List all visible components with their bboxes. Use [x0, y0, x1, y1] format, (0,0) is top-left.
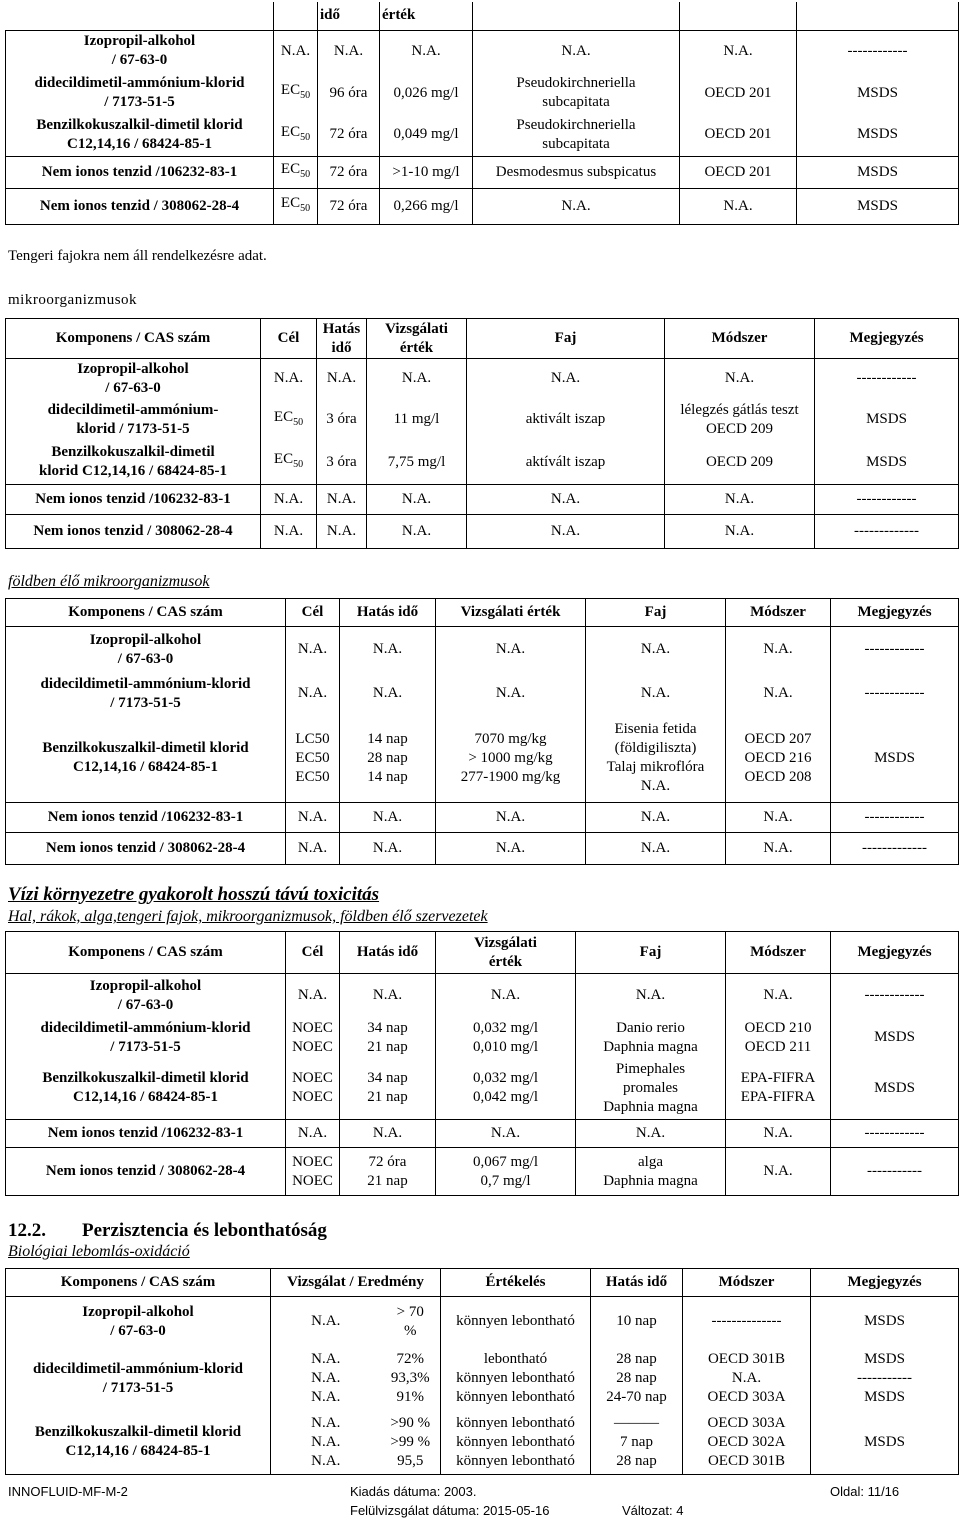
section-number: 12.2.: [8, 1220, 46, 1241]
table-row: Izopropil-alkohol / 67-63-0 N.A. N.A. N.A. N.A. N.A. ------------: [6, 30, 959, 72]
header-ido: idő: [318, 2, 380, 30]
table-row: Benzilkokuszalkil-dimetil klorid C12,14,16 / 68424-85-1 NOEC NOEC 34 nap 21 nap 0,032 mg/l 0,042 mg/l Pimephales promales Daphnia magna EPA-FIFRA EPA-FIFRA MSDS: [6, 1058, 959, 1120]
table-row: Nem ionos tenzid /106232-83-1 N.A. N.A. N.A. N.A. N.A. ------------: [6, 803, 959, 833]
section-subtitle-chronic: Hal, rákok, alga,tengeri fajok, mikroorganizmusok, földben élő szervezetek: [8, 908, 488, 925]
footer-doc-id: INNOFLUID-MF-M-2: [8, 1484, 128, 1499]
table-row: Nem ionos tenzid /106232-83-1 N.A. N.A. N.A. N.A. N.A. ------------: [6, 485, 959, 515]
col-target: Cél: [261, 319, 317, 359]
section-title-micro: mikroorganizmusok: [8, 292, 138, 308]
ec50-label: $EC_{50}$: [280, 195, 311, 214]
table-row: Benzilkokuszalkil-dimetil klorid C12,14,16 / 68424-85-1 N.A. N.A. N.A. >90 % >99 % 95,5 könnyen lebontható könnyen lebontható könnyen lebontható ——— 7 nap 28 nap OECD 303A OECD 302A OECD 301B MSDS: [6, 1411, 959, 1475]
table-row: Nem ionos tenzid /106232-83-1 N.A. N.A. N.A. N.A. N.A. ------------: [6, 1120, 959, 1148]
ec50-label: $EC_{50}$: [280, 82, 311, 101]
section-title-soil: földben élő mikroorganizmusok: [8, 573, 210, 590]
table-row: didecildimetil-ammónium- klorid / 7173-51-5 $EC_{50}$ 3 óra 11 mg/l aktivált iszap lélegzés gátlás teszt OECD 209 MSDS: [6, 399, 959, 441]
chronic-toxicity-table: Komponens / CAS szám Cél Hatás idő Vizsgálati érték Faj Módszer Megjegyzés Izopropil-alkohol / 67-63-0 N.A. N.A. N.A. N.A. N.A. ------------ didecildimetil-ammónium-klorid / 7173-51-5 NOEC NOEC 34 nap 21 nap 0,032 mg/l 0,010 mg/l Danio rerio Daphnia magna OECD 210 OECD 211 MSDS Benzilkokuszalkil-dimetil klorid C12,14,16 / 68424-85-1 NOEC NOEC 34 nap 21 nap 0,032 mg/l 0,042 mg/l Pimephales promales Daphnia magna EPA-FIFRA EPA-FIFRA MSDS Nem ionos tenzid /106232-83-1 N.A. N.A. N.A. N.A. N.A. ------------ Nem ionos tenzid / 308062-28-4 NOEC NOEC 72 óra 21 nap 0,067 mg/l 0,7 mg/l alga Daphnia magna N.A. -----------: [5, 931, 959, 1196]
ec50-label: $EC_{50}$: [273, 408, 304, 428]
col-test-value: Vizsgálati érték: [367, 319, 467, 359]
table-row: Izopropil-alkohol / 67-63-0 N.A. N.A. N.A. N.A. N.A. ------------: [6, 627, 959, 673]
footer-page-number: Oldal: 11/16: [830, 1484, 900, 1499]
ec50-label: $EC_{50}$: [280, 123, 311, 143]
table-row: Nem ionos tenzid / 308062-28-4 N.A. N.A. N.A. N.A. N.A. -------------: [6, 515, 959, 549]
header-ertek: érték: [380, 2, 473, 30]
component-cell: Izopropil-alkohol / 67-63-0: [6, 30, 274, 72]
ec50-label: $EC_{50}$: [273, 451, 304, 471]
table-row: didecildimetil-ammónium-klorid / 7173-51-5 N.A. N.A. N.A. N.A. N.A. ------------: [6, 673, 959, 715]
soil-organisms-table: Komponens / CAS szám Cél Hatás idő Vizsgálati érték Faj Módszer Megjegyzés Izopropil-alkohol / 67-63-0 N.A. N.A. N.A. N.A. N.A. ------------ didecildimetil-ammónium-klorid / 7173-51-5 N.A. N.A. N.A. N.A. N.A. ------------ Benzilkokuszalkil-dimetil klorid C12,14,16 / 68424-85-1 LC50 EC50 EC50 14 nap 28 nap 14 nap 7070 mg/kg > 1000 mg/kg 277-1900 mg/kg Eisenia fetida (földigiliszta) Talaj mikroflóra N.A. OECD 207 OECD 216 OECD 208 MSDS Nem ionos tenzid /106232-83-1 N.A. N.A. N.A. N.A. N.A. ------------ Nem ionos tenzid / 308062-28-4 N.A. N.A. N.A. N.A. N.A. -------------: [5, 598, 959, 865]
table-row: Izopropil-alkohol / 67-63-0 N.A. N.A. N.A. N.A. N.A. ------------: [6, 974, 959, 1018]
acute-toxicity-table: [5, 2, 959, 225]
footer-issue-date: Kiadás dátuma: 2003.: [350, 1484, 477, 1499]
table-row: Nem ionos tenzid /106232-83-1 $EC_{50}$ 72 óra >1-10 mg/l Desmodesmus subspicatus OECD 201 MSDS: [6, 156, 959, 188]
microorganisms-table: [5, 318, 959, 549]
col-effect-time: Hatás idő: [317, 319, 367, 359]
persistence-table: Komponens / CAS szám Vizsgálat / Eredmény Értékelés Hatás idő Módszer Megjegyzés Izopropil-alkohol / 67-63-0 N.A. > 70 % könnyen lebontható 10 nap -------------- MSDS didecildimetil-ammónium-klorid / 7173-51-5 N.A. N.A. N.A. 72% 93,3% 91% lebontható könnyen lebontható könnyen lebontható 28 nap 28 nap 24-70 nap OECD 301B N.A. OECD 303A MSDS ----------- MSDS Benzilkokuszalkil-dimetil klorid C12,14,16 / 68424-85-1 N.A. N.A. N.A. >90 % >99 % 95,5 könnyen lebontható könnyen lebontható könnyen lebontható ——— 7 nap 28 nap OECD 303A OECD 302A OECD 301B MSDS: [5, 1268, 959, 1475]
marine-note: Tengeri fajokra nem áll rendelkezésre adat.: [8, 248, 267, 264]
table-row: didecildimetil-ammónium-klorid / 7173-51-5 NOEC NOEC 34 nap 21 nap 0,032 mg/l 0,010 mg/l Danio rerio Daphnia magna OECD 210 OECD 211 MSDS: [6, 1018, 959, 1058]
section-subtitle-persistence: Biológiai lebomlás-oxidáció: [8, 1243, 190, 1260]
table-row: Nem ionos tenzid / 308062-28-4 $EC_{50}$ 72 óra 0,266 mg/l N.A. N.A. MSDS: [6, 188, 959, 224]
table-row: Nem ionos tenzid / 308062-28-4 N.A. N.A. N.A. N.A. N.A. -------------: [6, 833, 959, 865]
section-title-chronic: Vízi környezetre gyakorolt hosszú távú toxicitás: [8, 884, 380, 905]
col-note: Megjegyzés: [815, 319, 959, 359]
table-row: Benzilkokuszalkil-dimetil klorid C12,14,16 / 68424-85-1 $EC_{50}$ 72 óra 0,049 mg/l Pseudokirchneriella subcapitata OECD 201 MSDS: [6, 114, 959, 156]
ec50-label: $EC_{50}$: [280, 161, 311, 180]
section-title-persistence: Perzisztencia és lebonthatóság: [82, 1220, 327, 1241]
col-species: Faj: [467, 319, 665, 359]
footer-review-date: Felülvizsgálat dátuma: 2015-05-16: [350, 1503, 550, 1518]
table-row: Izopropil-alkohol / 67-63-0 N.A. N.A. N.A. N.A. N.A. ------------: [6, 359, 959, 399]
table-row: didecildimetil-ammónium-klorid / 7173-51-5 $EC_{50}$ 96 óra 0,026 mg/l Pseudokirchneriella subcapitata OECD 201 MSDS: [6, 72, 959, 114]
col-component: Komponens / CAS szám: [6, 319, 261, 359]
col-method: Módszer: [665, 319, 815, 359]
footer-version: Változat: 4: [622, 1503, 684, 1518]
table-row: Nem ionos tenzid / 308062-28-4 NOEC NOEC 72 óra 21 nap 0,067 mg/l 0,7 mg/l alga Daphnia magna N.A. -----------: [6, 1148, 959, 1196]
table-row: Izopropil-alkohol / 67-63-0 N.A. > 70 % könnyen lebontható 10 nap -------------- MSDS: [6, 1297, 959, 1347]
table-row: Benzilkokuszalkil-dimetil klorid C12,14,16 / 68424-85-1 $EC_{50}$ 3 óra 7,75 mg/l aktívált iszap OECD 209 MSDS: [6, 441, 959, 485]
table-row: Benzilkokuszalkil-dimetil klorid C12,14,16 / 68424-85-1 LC50 EC50 EC50 14 nap 28 nap 14 nap 7070 mg/kg > 1000 mg/kg 277-1900 mg/kg Eisenia fetida (földigiliszta) Talaj mikroflóra N.A. OECD 207 OECD 216 OECD 208 MSDS: [6, 715, 959, 803]
table-row: didecildimetil-ammónium-klorid / 7173-51-5 N.A. N.A. N.A. 72% 93,3% 91% lebontható könnyen lebontható könnyen lebontható 28 nap 28 nap 24-70 nap OECD 301B N.A. OECD 303A MSDS ----------- MSDS: [6, 1347, 959, 1411]
